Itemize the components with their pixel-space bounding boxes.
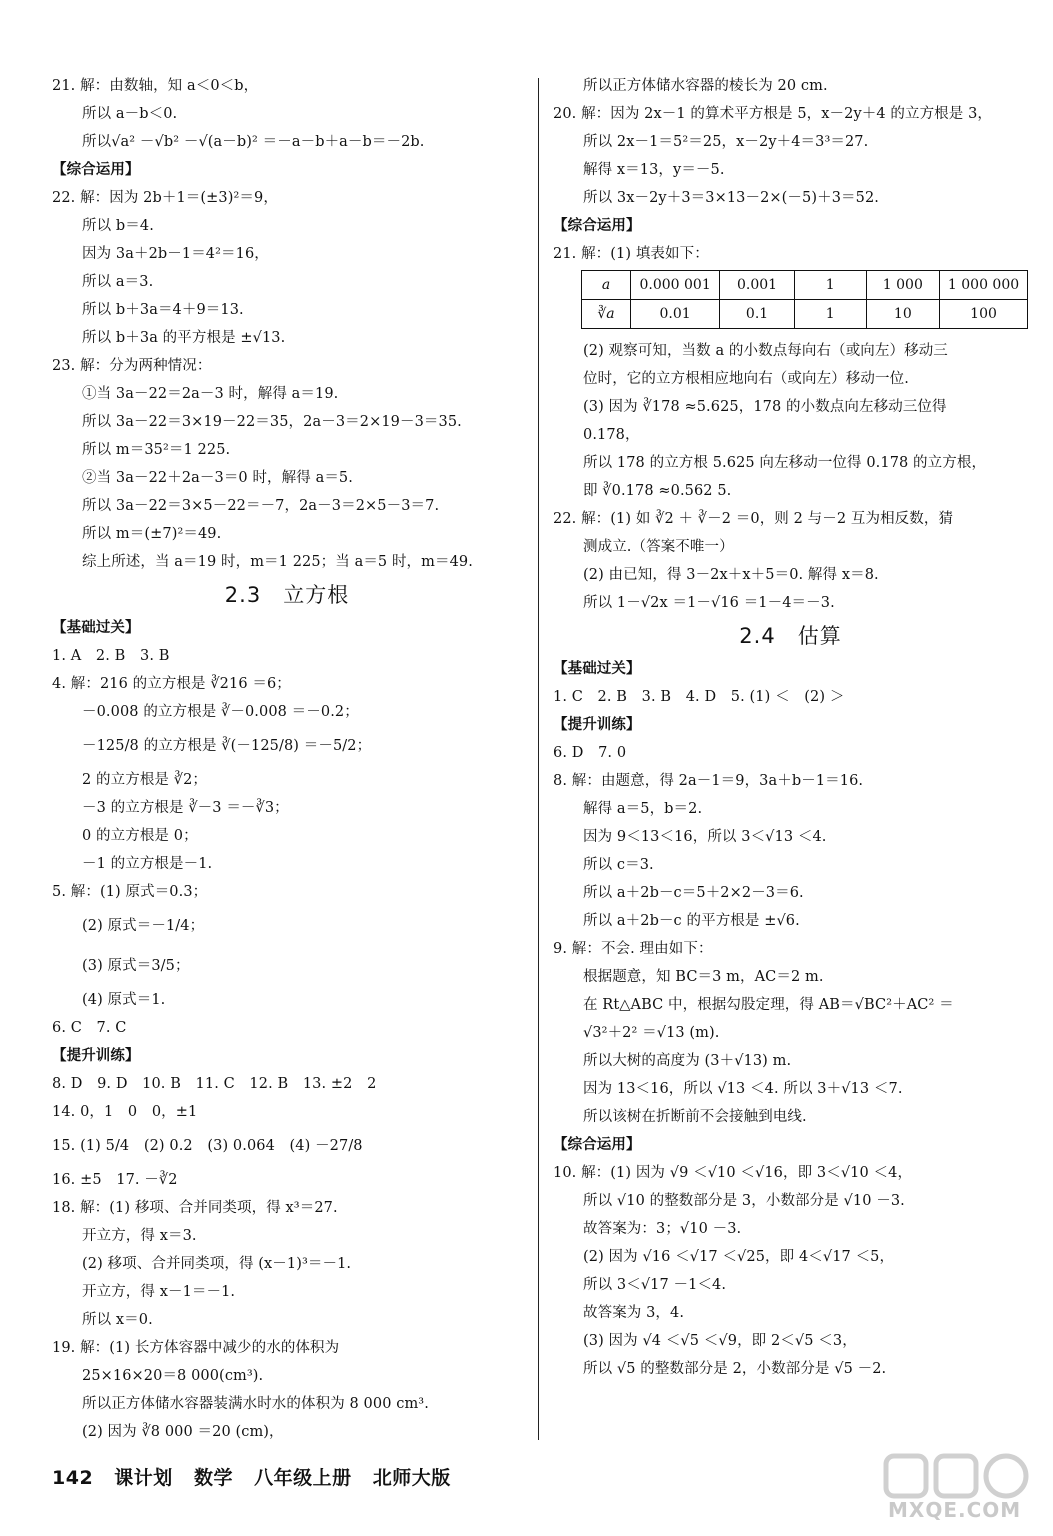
- answer-line: 1. A 2. B 3. B: [52, 648, 170, 664]
- table-cell: 1: [794, 271, 866, 300]
- answer-line: 所以 a＝3.: [82, 274, 154, 290]
- answer-line: －125/8 的立方根是 ∛(－125/8) ＝－5/2；: [82, 738, 372, 754]
- answer-line: 所以 m＝(±7)²＝49.: [82, 526, 222, 542]
- answer-line: 25×16×20＝8 000(cm³).: [82, 1368, 264, 1384]
- right-block-bottom: [553, 337, 1028, 1383]
- answer-line: (2) 因为 ∛8 000 ＝20 (cm)，: [82, 1424, 284, 1440]
- answer-line: 解得 x＝13，y＝－5.: [583, 162, 725, 178]
- table-head-cell: a: [582, 271, 631, 300]
- answer-line: 22. 解：(1) 如 ∛2 ＋ ∛－2 ＝0，则 2 与－2 互为相反数，猜: [553, 511, 954, 527]
- cube-root-table-wrap: [553, 268, 1028, 337]
- answer-line: 4. 解：216 的立方根是 ∛216 ＝6；: [52, 676, 291, 692]
- watermark-text: MXQE.COM: [888, 1498, 1022, 1522]
- answer-line: (3) 因为 √4 ＜√5 ＜√9，即 2＜√5 ＜3，: [583, 1333, 857, 1349]
- cube-root-table: [581, 270, 1028, 329]
- watermark-icon: [880, 1448, 1040, 1504]
- answer-line: 所以 178 的立方根 5.625 向左移动一位得 0.178 的立方根，: [583, 455, 987, 471]
- answer-line: 0 的立方根是 0；: [82, 828, 198, 844]
- subject-name: 数学: [193, 1467, 233, 1489]
- answer-line: 所以 1－√2x ＝1－√16 ＝1－4＝－3.: [583, 595, 835, 611]
- answer-line: (2) 移项、合并同类项，得 (x－1)³＝－1.: [82, 1256, 352, 1272]
- subsection-label: 【综合运用】: [553, 218, 641, 234]
- answer-line: 故答案为 3，4.: [583, 1305, 685, 1321]
- answer-line: 所以大树的高度为 (3＋√13) m.: [583, 1053, 792, 1069]
- answer-line: 所以正方体储水容器的棱长为 20 cm.: [583, 78, 828, 94]
- answer-line: 2 的立方根是 ∛2；: [82, 772, 208, 788]
- answer-line: 所以 √10 的整数部分是 3，小数部分是 √10 －3.: [583, 1193, 905, 1209]
- answer-line: 所以 a－b＜0.: [82, 106, 178, 122]
- answer-line: 15. (1) 5/4 (2) 0.2 (3) 0.064 (4) －27/8: [52, 1138, 363, 1154]
- page-number: 142: [52, 1467, 94, 1489]
- answer-line: 开立方，得 x－1＝－1.: [82, 1284, 236, 1300]
- answer-line: 因为 9＜13＜16，所以 3＜√13 ＜4.: [583, 829, 827, 845]
- answer-line: －1 的立方根是－1.: [82, 856, 213, 872]
- subsection-label: 【综合运用】: [553, 1137, 641, 1153]
- answer-line: 所以 m＝35²＝1 225.: [82, 442, 231, 458]
- subsection-label: 【提升训练】: [52, 1048, 140, 1064]
- answer-line: 10. 解：(1) 因为 √9 ＜√10 ＜√16，即 3＜√10 ＜4，: [553, 1165, 913, 1181]
- answer-line: 所以正方体储水容器装满水时水的体积为 8 000 cm³.: [82, 1396, 429, 1412]
- answer-line: 20. 解：因为 2x－1 的算术平方根是 5，x－2y＋4 的立方根是 3，: [553, 106, 993, 122]
- answer-line: 所以 b＋3a 的平方根是 ±√13.: [82, 330, 286, 346]
- answer-line: 在 Rt△ABC 中，根据勾股定理，得 AB＝√BC²＋AC² ＝: [583, 997, 954, 1013]
- answer-line: －3 的立方根是 ∛－3 ＝－∛3；: [82, 800, 289, 816]
- table-cell: 0.001: [720, 271, 795, 300]
- answer-line: 所以 a＋2b－c＝5＋2×2－3＝6.: [583, 885, 804, 901]
- answer-line: 23. 解：分为两种情况：: [52, 358, 212, 374]
- answer-line: 综上所述，当 a＝19 时，m＝1 225；当 a＝5 时，m＝49.: [82, 554, 473, 570]
- answer-line: 所以 3a－22＝3×5－22＝－7，2a－3＝2×5－3＝7.: [82, 498, 440, 514]
- answer-line: (2) 原式＝－1/4；: [82, 918, 205, 934]
- series-name: 课计划: [114, 1467, 173, 1489]
- table-cell: 10: [866, 300, 939, 329]
- answer-line: 所以 a＋2b－c 的平方根是 ±√6.: [583, 913, 800, 929]
- answer-line: 因为 13＜16，所以 √13 ＜4. 所以 3＋√13 ＜7.: [583, 1081, 903, 1097]
- answer-line: (4) 原式＝1.: [82, 992, 166, 1008]
- answer-line: 19. 解：(1) 长方体容器中减少的水的体积为: [52, 1340, 340, 1356]
- answer-line: 故答案为：3；√10 －3.: [583, 1221, 742, 1237]
- answer-line: 6. C 7. C: [52, 1020, 127, 1036]
- answer-line: 5. 解：(1) 原式＝0.3；: [52, 884, 208, 900]
- answer-line: 所以该树在折断前不会接触到电线.: [583, 1109, 807, 1125]
- table-row: [582, 271, 1028, 300]
- answer-line: 所以 x＝0.: [82, 1312, 153, 1328]
- answer-line: 所以 b＋3a＝4＋9＝13.: [82, 302, 244, 318]
- answer-line: (2) 由已知，得 3－2x＋x＋5＝0. 解得 x＝8.: [583, 567, 879, 583]
- answer-line: 位时，它的立方根相应地向右（或向左）移动一位.: [583, 371, 909, 387]
- answer-line: 所以 3a－22＝3×19－22＝35，2a－3＝2×19－3＝35.: [82, 414, 462, 430]
- answer-line: 8. D 9. D 10. B 11. C 12. B 13. ±2 2: [52, 1076, 377, 1092]
- answer-line: 所以 2x－1＝5²＝25，x－2y＋4＝3³＝27.: [583, 134, 869, 150]
- answer-line: (3) 因为 ∛178 ≈5.625，178 的小数点向左移动三位得: [583, 399, 947, 415]
- answer-line: 测成立.（答案不唯一）: [583, 539, 734, 555]
- table-cell: 0.000 001: [631, 271, 720, 300]
- answer-line: 21. 解：(1) 填表如下：: [553, 246, 709, 262]
- answer-line: 即 ∛0.178 ≈0.562 5.: [583, 483, 732, 499]
- answer-line: ①当 3a－22＝2a－3 时，解得 a＝19.: [82, 386, 339, 402]
- answer-line: 开立方，得 x＝3.: [82, 1228, 197, 1244]
- table-cell: 0.1: [720, 300, 795, 329]
- column-divider: [538, 78, 539, 1440]
- answer-line: 所以 √5 的整数部分是 2，小数部分是 √5 －2.: [583, 1361, 887, 1377]
- answer-line: 根据题意，知 BC＝3 m，AC＝2 m.: [583, 969, 824, 985]
- table-row: [582, 300, 1028, 329]
- answer-line: 所以 c＝3.: [583, 857, 654, 873]
- answer-line: √3²＋2² ＝√13 (m).: [583, 1025, 720, 1041]
- section-heading: 2.3 立方根: [224, 583, 350, 607]
- edition-name: 北师大版: [372, 1467, 451, 1489]
- answer-line: 所以 3＜√17 －1＜4.: [583, 1277, 727, 1293]
- answer-line: －0.008 的立方根是 ∛－0.008 ＝－0.2；: [82, 704, 359, 720]
- answer-line: 解得 a＝5，b＝2.: [583, 801, 703, 817]
- answer-line: 18. 解：(1) 移项、合并同类项，得 x³＝27.: [52, 1200, 338, 1216]
- answer-line: 因为 3a＋2b－1＝4²＝16，: [82, 246, 269, 262]
- answer-line: (2) 因为 √16 ＜√17 ＜√25，即 4＜√17 ＜5，: [583, 1249, 895, 1265]
- table-cell: 0.01: [631, 300, 720, 329]
- answer-line: 1. C 2. B 3. B 4. D 5. (1) ＜ (2) ＞: [553, 689, 845, 705]
- answer-line: (2) 观察可知，当数 a 的小数点每向右（或向左）移动三: [583, 343, 948, 359]
- answer-line: (3) 原式＝3/5；: [82, 958, 190, 974]
- watermark-logo: [880, 1448, 1040, 1530]
- answer-line: 21. 解：由数轴，知 a＜0＜b，: [52, 78, 259, 94]
- answer-line: 所以 b＝4.: [82, 218, 154, 234]
- page-footer: [52, 1460, 465, 1496]
- answer-line: 所以 3x－2y＋3＝3×13－2×(－5)＋3＝52.: [583, 190, 879, 206]
- left-column: [52, 72, 522, 1446]
- answer-line: 8. 解：由题意，得 2a－1＝9，3a＋b－1＝16.: [553, 773, 864, 789]
- subsection-label: 【提升训练】: [553, 717, 641, 733]
- answer-line: 0.178，: [583, 427, 640, 443]
- subsection-label: 【基础过关】: [52, 620, 140, 636]
- answer-line: 14. 0，1 0 0，±1: [52, 1104, 198, 1120]
- table-cell: 1: [794, 300, 866, 329]
- table-cell: 1 000: [866, 271, 939, 300]
- answer-line: 6. D 7. 0: [553, 745, 627, 761]
- answer-line: 22. 解：因为 2b＋1＝(±3)²＝9，: [52, 190, 278, 206]
- answer-line: 所以√a² －√b² －√(a－b)² ＝－a－b＋a－b＝－2b.: [82, 134, 425, 150]
- right-block-top: [553, 72, 1028, 268]
- subsection-label: 【综合运用】: [52, 162, 140, 178]
- answer-line: ②当 3a－22＋2a－3＝0 时，解得 a＝5.: [82, 470, 353, 486]
- grade-name: 八年级上册: [254, 1467, 352, 1489]
- answer-line: 9. 解：不会. 理由如下：: [553, 941, 713, 957]
- table-cell: 1 000 000: [940, 271, 1028, 300]
- right-column: [553, 72, 1028, 1383]
- section-heading: 2.4 估算: [739, 624, 842, 648]
- table-head-cell: ∛a: [582, 300, 631, 329]
- table-cell: 100: [940, 300, 1028, 329]
- subsection-label: 【基础过关】: [553, 661, 641, 677]
- answer-line: 16. ±5 17. －∛2: [52, 1172, 178, 1188]
